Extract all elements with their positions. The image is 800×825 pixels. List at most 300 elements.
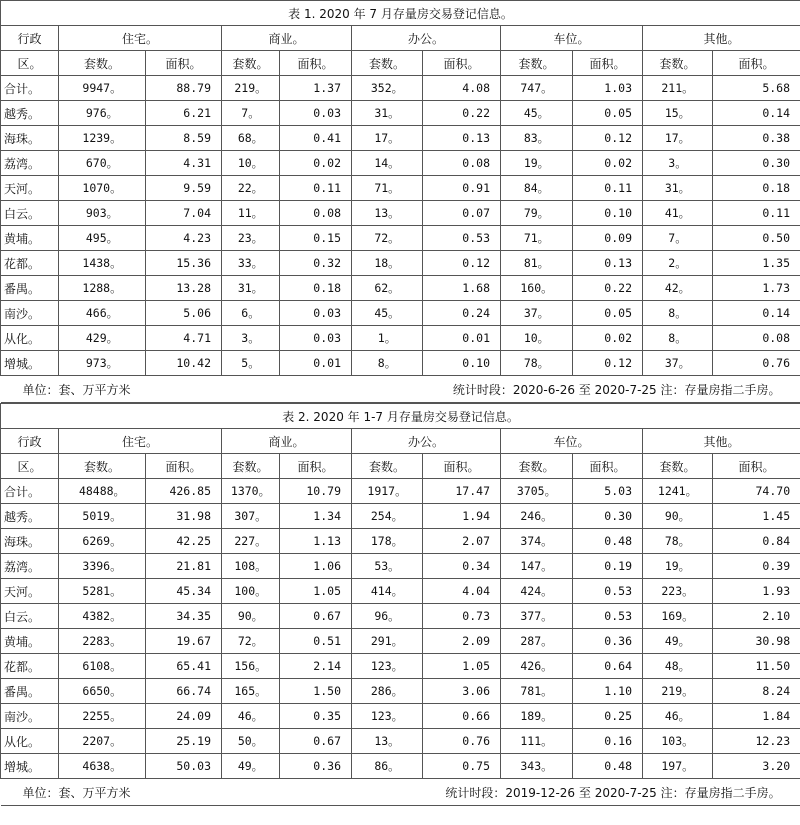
value-cell: 0.35 <box>280 704 352 729</box>
area-header: 面积。 <box>280 51 352 76</box>
value-cell: 0.22 <box>573 276 643 301</box>
value-cell: 0.10 <box>423 351 501 376</box>
value-cell: 1438。 <box>59 251 146 276</box>
count-header: 套数。 <box>59 51 146 76</box>
value-cell: 1.37 <box>280 76 352 101</box>
value-cell: 123。 <box>352 654 423 679</box>
area-header: 面积。 <box>423 454 501 479</box>
value-cell: 0.53 <box>573 604 643 629</box>
table-row <box>1 704 800 729</box>
value-cell: 48。 <box>643 654 713 679</box>
value-cell: 1.68 <box>423 276 501 301</box>
value-cell: 17。 <box>352 126 423 151</box>
table-row <box>1 301 800 326</box>
value-cell: 254。 <box>352 504 423 529</box>
value-cell: 0.36 <box>280 754 352 779</box>
count-header: 套数。 <box>222 51 280 76</box>
district-cell: 白云。 <box>1 604 59 629</box>
value-cell: 62。 <box>352 276 423 301</box>
value-cell: 976。 <box>59 101 146 126</box>
value-cell: 34.35 <box>146 604 222 629</box>
table-row <box>1 679 800 704</box>
table-row <box>1 176 800 201</box>
value-cell: 46。 <box>643 704 713 729</box>
value-cell: 33。 <box>222 251 280 276</box>
value-cell: 2283。 <box>59 629 146 654</box>
value-cell: 78。 <box>643 529 713 554</box>
value-cell: 0.73 <box>423 604 501 629</box>
value-cell: 973。 <box>59 351 146 376</box>
district-cell: 增城。 <box>1 351 59 376</box>
table-row <box>1 529 800 554</box>
value-cell: 160。 <box>501 276 573 301</box>
value-cell: 4.71 <box>146 326 222 351</box>
value-cell: 0.19 <box>573 554 643 579</box>
district-cell: 越秀。 <box>1 101 59 126</box>
value-cell: 0.11 <box>713 201 800 226</box>
value-cell: 49。 <box>222 754 280 779</box>
value-cell: 2.14 <box>280 654 352 679</box>
value-cell: 1.73 <box>713 276 800 301</box>
value-cell: 0.03 <box>280 101 352 126</box>
value-cell: 72。 <box>222 629 280 654</box>
value-cell: 22。 <box>222 176 280 201</box>
value-cell: 1239。 <box>59 126 146 151</box>
table-row <box>1 226 800 251</box>
value-cell: 108。 <box>222 554 280 579</box>
value-cell: 0.03 <box>280 301 352 326</box>
value-cell: 0.25 <box>573 704 643 729</box>
table-row <box>1 101 800 126</box>
value-cell: 1.84 <box>713 704 800 729</box>
value-cell: 15。 <box>643 101 713 126</box>
table-row <box>1 479 800 504</box>
value-cell: 2.09 <box>423 629 501 654</box>
value-cell: 374。 <box>501 529 573 554</box>
value-cell: 3.20 <box>713 754 800 779</box>
value-cell: 0.64 <box>573 654 643 679</box>
value-cell: 0.30 <box>573 504 643 529</box>
value-cell: 31.98 <box>146 504 222 529</box>
table-row <box>1 654 800 679</box>
value-cell: 0.41 <box>280 126 352 151</box>
district-cell: 花都。 <box>1 654 59 679</box>
value-cell: 5.68 <box>713 76 800 101</box>
area-header: 面积。 <box>713 51 800 76</box>
value-cell: 37。 <box>643 351 713 376</box>
value-cell: 0.24 <box>423 301 501 326</box>
value-cell: 0.51 <box>280 629 352 654</box>
district-cell: 南沙。 <box>1 301 59 326</box>
value-cell: 10。 <box>501 326 573 351</box>
category-header: 其他。 <box>643 26 800 51</box>
value-cell: 0.05 <box>573 101 643 126</box>
district-cell: 荔湾。 <box>1 554 59 579</box>
value-cell: 227。 <box>222 529 280 554</box>
table-title: 表 1. 2020 年 7 月存量房交易登记信息。 <box>1 1 800 26</box>
value-cell: 13.28 <box>146 276 222 301</box>
value-cell: 6269。 <box>59 529 146 554</box>
value-cell: 466。 <box>59 301 146 326</box>
value-cell: 0.12 <box>573 126 643 151</box>
value-cell: 307。 <box>222 504 280 529</box>
value-cell: 1917。 <box>352 479 423 504</box>
table-row <box>1 151 800 176</box>
category-header: 住宅。 <box>59 26 222 51</box>
value-cell: 18。 <box>352 251 423 276</box>
value-cell: 7。 <box>643 226 713 251</box>
value-cell: 2.07 <box>423 529 501 554</box>
value-cell: 79。 <box>501 201 573 226</box>
value-cell: 189。 <box>501 704 573 729</box>
table-row <box>1 351 800 376</box>
value-cell: 426。 <box>501 654 573 679</box>
value-cell: 1.50 <box>280 679 352 704</box>
value-cell: 6108。 <box>59 654 146 679</box>
district-header-top: 行政 <box>1 429 59 454</box>
value-cell: 3.06 <box>423 679 501 704</box>
value-cell: 74.70 <box>713 479 800 504</box>
value-cell: 147。 <box>501 554 573 579</box>
value-cell: 0.22 <box>423 101 501 126</box>
value-cell: 1.05 <box>423 654 501 679</box>
value-cell: 0.38 <box>713 126 800 151</box>
value-cell: 165。 <box>222 679 280 704</box>
area-header: 面积。 <box>146 51 222 76</box>
category-header: 住宅。 <box>59 429 222 454</box>
value-cell: 4.31 <box>146 151 222 176</box>
district-cell: 越秀。 <box>1 504 59 529</box>
value-cell: 31。 <box>352 101 423 126</box>
value-cell: 103。 <box>643 729 713 754</box>
table-1 <box>0 0 800 403</box>
value-cell: 19。 <box>643 554 713 579</box>
value-cell: 291。 <box>352 629 423 654</box>
value-cell: 10.42 <box>146 351 222 376</box>
district-header-top: 行政 <box>1 26 59 51</box>
value-cell: 11。 <box>222 201 280 226</box>
value-cell: 219。 <box>643 679 713 704</box>
value-cell: 42。 <box>643 276 713 301</box>
value-cell: 1.10 <box>573 679 643 704</box>
district-cell: 海珠。 <box>1 529 59 554</box>
value-cell: 424。 <box>501 579 573 604</box>
value-cell: 0.14 <box>713 101 800 126</box>
value-cell: 377。 <box>501 604 573 629</box>
value-cell: 156。 <box>222 654 280 679</box>
value-cell: 0.84 <box>713 529 800 554</box>
value-cell: 30.98 <box>713 629 800 654</box>
district-cell: 番禺。 <box>1 679 59 704</box>
value-cell: 178。 <box>352 529 423 554</box>
category-header: 办公。 <box>352 26 501 51</box>
value-cell: 0.50 <box>713 226 800 251</box>
table-row <box>1 276 800 301</box>
value-cell: 4382。 <box>59 604 146 629</box>
value-cell: 903。 <box>59 201 146 226</box>
value-cell: 0.36 <box>573 629 643 654</box>
value-cell: 8.24 <box>713 679 800 704</box>
value-cell: 1.34 <box>280 504 352 529</box>
header-row <box>1 429 800 454</box>
value-cell: 111。 <box>501 729 573 754</box>
count-header: 套数。 <box>352 51 423 76</box>
count-header: 套数。 <box>222 454 280 479</box>
table-footer <box>1 376 800 403</box>
value-cell: 66.74 <box>146 679 222 704</box>
value-cell: 670。 <box>59 151 146 176</box>
value-cell: 45。 <box>501 101 573 126</box>
district-cell: 增城。 <box>1 754 59 779</box>
table-row <box>1 554 800 579</box>
value-cell: 0.53 <box>573 579 643 604</box>
value-cell: 0.13 <box>423 126 501 151</box>
value-cell: 5019。 <box>59 504 146 529</box>
table-title-row <box>1 404 800 429</box>
value-cell: 0.12 <box>573 351 643 376</box>
value-cell: 197。 <box>643 754 713 779</box>
value-cell: 42.25 <box>146 529 222 554</box>
count-header: 套数。 <box>501 51 573 76</box>
value-cell: 0.03 <box>280 326 352 351</box>
value-cell: 49。 <box>643 629 713 654</box>
value-cell: 19.67 <box>146 629 222 654</box>
value-cell: 46。 <box>222 704 280 729</box>
value-cell: 65.41 <box>146 654 222 679</box>
value-cell: 426.85 <box>146 479 222 504</box>
area-header: 面积。 <box>713 454 800 479</box>
value-cell: 23。 <box>222 226 280 251</box>
value-cell: 343。 <box>501 754 573 779</box>
value-cell: 429。 <box>59 326 146 351</box>
value-cell: 1。 <box>352 326 423 351</box>
value-cell: 3396。 <box>59 554 146 579</box>
value-cell: 45。 <box>352 301 423 326</box>
value-cell: 219。 <box>222 76 280 101</box>
value-cell: 9.59 <box>146 176 222 201</box>
value-cell: 1.13 <box>280 529 352 554</box>
value-cell: 5。 <box>222 351 280 376</box>
footer-note: 统计时段：2020-6-26 至 2020-7-25 注：存量房指二手房。 <box>280 376 800 403</box>
value-cell: 84。 <box>501 176 573 201</box>
value-cell: 0.07 <box>423 201 501 226</box>
table-row <box>1 326 800 351</box>
value-cell: 0.15 <box>280 226 352 251</box>
value-cell: 495。 <box>59 226 146 251</box>
district-cell: 从化。 <box>1 326 59 351</box>
category-header: 商业。 <box>222 26 352 51</box>
district-cell: 天河。 <box>1 579 59 604</box>
area-header: 面积。 <box>280 454 352 479</box>
count-header: 套数。 <box>643 51 713 76</box>
table-row <box>1 76 800 101</box>
value-cell: 2207。 <box>59 729 146 754</box>
value-cell: 4.23 <box>146 226 222 251</box>
value-cell: 747。 <box>501 76 573 101</box>
category-header: 商业。 <box>222 429 352 454</box>
area-header: 面积。 <box>423 51 501 76</box>
table-title-row <box>1 1 800 26</box>
value-cell: 4.08 <box>423 76 501 101</box>
district-cell: 花都。 <box>1 251 59 276</box>
value-cell: 15.36 <box>146 251 222 276</box>
value-cell: 0.09 <box>573 226 643 251</box>
value-cell: 0.01 <box>423 326 501 351</box>
value-cell: 0.76 <box>423 729 501 754</box>
value-cell: 96。 <box>352 604 423 629</box>
table-footer <box>1 779 800 806</box>
value-cell: 781。 <box>501 679 573 704</box>
value-cell: 1288。 <box>59 276 146 301</box>
value-cell: 0.18 <box>280 276 352 301</box>
value-cell: 1.05 <box>280 579 352 604</box>
value-cell: 13。 <box>352 201 423 226</box>
value-cell: 223。 <box>643 579 713 604</box>
value-cell: 100。 <box>222 579 280 604</box>
value-cell: 0.75 <box>423 754 501 779</box>
value-cell: 50.03 <box>146 754 222 779</box>
value-cell: 0.39 <box>713 554 800 579</box>
district-header-bottom: 区。 <box>1 51 59 76</box>
value-cell: 0.11 <box>573 176 643 201</box>
value-cell: 71。 <box>501 226 573 251</box>
subheader-row <box>1 454 800 479</box>
value-cell: 1070。 <box>59 176 146 201</box>
count-header: 套数。 <box>501 454 573 479</box>
table-row <box>1 504 800 529</box>
value-cell: 50。 <box>222 729 280 754</box>
value-cell: 0.76 <box>713 351 800 376</box>
value-cell: 0.11 <box>280 176 352 201</box>
value-cell: 88.79 <box>146 76 222 101</box>
value-cell: 123。 <box>352 704 423 729</box>
value-cell: 8。 <box>643 301 713 326</box>
value-cell: 0.02 <box>573 326 643 351</box>
value-cell: 7。 <box>222 101 280 126</box>
category-header: 车位。 <box>501 26 643 51</box>
value-cell: 169。 <box>643 604 713 629</box>
value-cell: 0.13 <box>573 251 643 276</box>
district-cell: 荔湾。 <box>1 151 59 176</box>
table-2 <box>0 403 800 806</box>
table-row <box>1 126 800 151</box>
value-cell: 2255。 <box>59 704 146 729</box>
value-cell: 25.19 <box>146 729 222 754</box>
count-header: 套数。 <box>59 454 146 479</box>
value-cell: 1.06 <box>280 554 352 579</box>
table-row <box>1 579 800 604</box>
district-cell: 黄埔。 <box>1 226 59 251</box>
value-cell: 211。 <box>643 76 713 101</box>
category-header: 车位。 <box>501 429 643 454</box>
category-header: 其他。 <box>643 429 800 454</box>
district-cell: 黄埔。 <box>1 629 59 654</box>
value-cell: 0.66 <box>423 704 501 729</box>
district-cell: 天河。 <box>1 176 59 201</box>
value-cell: 19。 <box>501 151 573 176</box>
value-cell: 86。 <box>352 754 423 779</box>
value-cell: 0.08 <box>280 201 352 226</box>
value-cell: 41。 <box>643 201 713 226</box>
value-cell: 31。 <box>222 276 280 301</box>
value-cell: 0.48 <box>573 754 643 779</box>
value-cell: 48488。 <box>59 479 146 504</box>
value-cell: 0.08 <box>713 326 800 351</box>
table-row <box>1 754 800 779</box>
value-cell: 4.04 <box>423 579 501 604</box>
value-cell: 3。 <box>643 151 713 176</box>
value-cell: 0.02 <box>573 151 643 176</box>
value-cell: 5.06 <box>146 301 222 326</box>
value-cell: 8。 <box>352 351 423 376</box>
value-cell: 11.50 <box>713 654 800 679</box>
value-cell: 0.91 <box>423 176 501 201</box>
value-cell: 0.10 <box>573 201 643 226</box>
value-cell: 83。 <box>501 126 573 151</box>
value-cell: 9947。 <box>59 76 146 101</box>
table-row <box>1 251 800 276</box>
value-cell: 0.53 <box>423 226 501 251</box>
value-cell: 3。 <box>222 326 280 351</box>
value-cell: 0.30 <box>713 151 800 176</box>
value-cell: 68。 <box>222 126 280 151</box>
value-cell: 12.23 <box>713 729 800 754</box>
district-cell: 海珠。 <box>1 126 59 151</box>
value-cell: 90。 <box>222 604 280 629</box>
value-cell: 71。 <box>352 176 423 201</box>
subheader-row <box>1 51 800 76</box>
value-cell: 0.12 <box>423 251 501 276</box>
value-cell: 0.02 <box>280 151 352 176</box>
value-cell: 414。 <box>352 579 423 604</box>
value-cell: 14。 <box>352 151 423 176</box>
value-cell: 0.48 <box>573 529 643 554</box>
value-cell: 78。 <box>501 351 573 376</box>
value-cell: 10.79 <box>280 479 352 504</box>
value-cell: 17.47 <box>423 479 501 504</box>
header-row <box>1 26 800 51</box>
value-cell: 0.05 <box>573 301 643 326</box>
value-cell: 31。 <box>643 176 713 201</box>
table-row <box>1 629 800 654</box>
district-cell: 合计。 <box>1 76 59 101</box>
value-cell: 287。 <box>501 629 573 654</box>
value-cell: 24.09 <box>146 704 222 729</box>
value-cell: 5.03 <box>573 479 643 504</box>
value-cell: 2.10 <box>713 604 800 629</box>
footer-note: 统计时段：2019-12-26 至 2020-7-25 注：存量房指二手房。 <box>280 779 800 806</box>
value-cell: 6650。 <box>59 679 146 704</box>
value-cell: 10。 <box>222 151 280 176</box>
value-cell: 0.34 <box>423 554 501 579</box>
value-cell: 0.14 <box>713 301 800 326</box>
value-cell: 1.03 <box>573 76 643 101</box>
value-cell: 53。 <box>352 554 423 579</box>
footer-unit: 单位：套、万平方米 <box>1 376 280 403</box>
area-header: 面积。 <box>573 454 643 479</box>
value-cell: 5281。 <box>59 579 146 604</box>
area-header: 面积。 <box>146 454 222 479</box>
count-header: 套数。 <box>352 454 423 479</box>
value-cell: 0.01 <box>280 351 352 376</box>
value-cell: 2。 <box>643 251 713 276</box>
value-cell: 1.93 <box>713 579 800 604</box>
district-cell: 从化。 <box>1 729 59 754</box>
footer-unit: 单位：套、万平方米 <box>1 779 280 806</box>
value-cell: 1.94 <box>423 504 501 529</box>
table-title: 表 2. 2020 年 1-7 月存量房交易登记信息。 <box>1 404 800 429</box>
value-cell: 37。 <box>501 301 573 326</box>
